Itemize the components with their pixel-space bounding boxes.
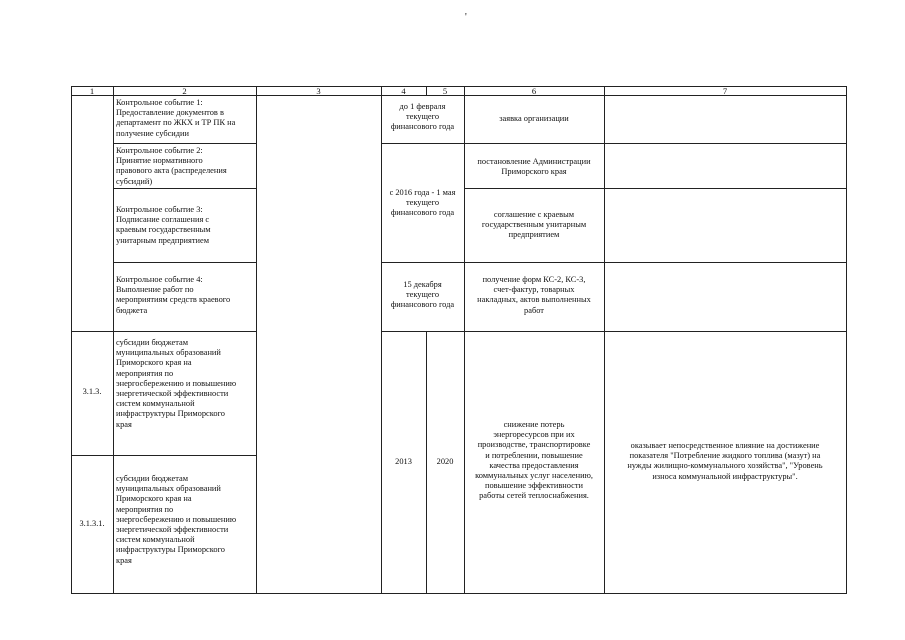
row-divider [464, 188, 847, 189]
col-header-5: 5 [442, 86, 448, 96]
row-divider [381, 331, 847, 332]
result-event-4: получение форм КС-2, КС-3, счет-фактур, товарных накладных, актов выполненных работ [477, 275, 591, 315]
deadline-event-1: до 1 февраля текущего финансового года [390, 102, 455, 132]
control-event-1: Контрольное событие 1: Предоставление документов в департамент по ЖКХ и ТР ПК на получение субсидии [116, 98, 236, 138]
col-header-2: 2 [182, 86, 187, 96]
control-event-2: Контрольное событие 2: Принятие нормативного правового акта (распределения субсидий) [116, 146, 227, 186]
control-event-4: Контрольное событие 4: Выполнение работ по мероприятиям средств краевого бюджета [116, 275, 231, 315]
end-year: 2020 [436, 457, 454, 466]
item-number-3-1-3-1: 3.1.3.1. [79, 519, 105, 528]
col-header-4: 4 [401, 86, 406, 96]
table-border-left [71, 86, 72, 594]
col-divider [256, 86, 257, 594]
row-divider [381, 143, 847, 144]
result-event-3: соглашение с краевым государственным унитарным предприятием [481, 210, 587, 240]
result-event-2: постановление Администрации Приморского края [477, 157, 591, 177]
table-border-bottom [71, 593, 847, 594]
expected-result: снижение потерь энергоресурсов при их производстве, транспортировке и потреблении, повышение качества предоставления коммунальных услуг населению, повышение эффективности работы сетей теплоснабжения. [475, 420, 593, 501]
item-title-3-1-3-1: субсидии бюджетам муниципальных образований Приморского края на мероприятия по энергосбережению и повышению энергетической эффективности систем коммунальной инфраструктуры Приморского края [116, 474, 237, 565]
control-event-3: Контрольное событие 3: Подписание соглашения с краевым государственным унитарным предприятием [116, 205, 211, 245]
row-divider [71, 455, 256, 456]
indicator-relation: оказывает непосредственное влияние на достижение показателя "Потребление жидкого топлива (мазут) на нужды жилищно-коммунального хозяйства", "Уровень износа коммунальной инфраструктуры". [627, 441, 823, 481]
col-header-7: 7 [722, 86, 728, 96]
row-divider [113, 188, 256, 189]
item-number-3-1-3: 3.1.3. [82, 387, 102, 396]
item-title-3-1-3: субсидии бюджетам муниципальных образований Приморского края на мероприятия по энергосбережению и повышению энергетической эффективности систем коммунальной инфраструктуры Приморского края [116, 338, 237, 429]
page-mark: ' [465, 12, 467, 23]
row-divider [71, 331, 256, 332]
result-event-1: заявка организации [499, 114, 569, 123]
start-year: 2013 [395, 457, 412, 466]
row-divider [113, 143, 256, 144]
row-divider [381, 262, 847, 263]
deadline-events-2-3: с 2016 года - 1 мая текущего финансового года [389, 188, 456, 218]
col-header-3: 3 [316, 86, 321, 96]
col-divider [113, 86, 114, 594]
col-header-6: 6 [531, 86, 537, 96]
table-border-right [846, 86, 847, 594]
deadline-event-4: 15 декабря текущего финансового года [390, 280, 455, 310]
row-divider [113, 262, 256, 263]
col-divider [381, 86, 382, 594]
col-divider [604, 86, 605, 594]
col-header-1: 1 [89, 86, 95, 96]
